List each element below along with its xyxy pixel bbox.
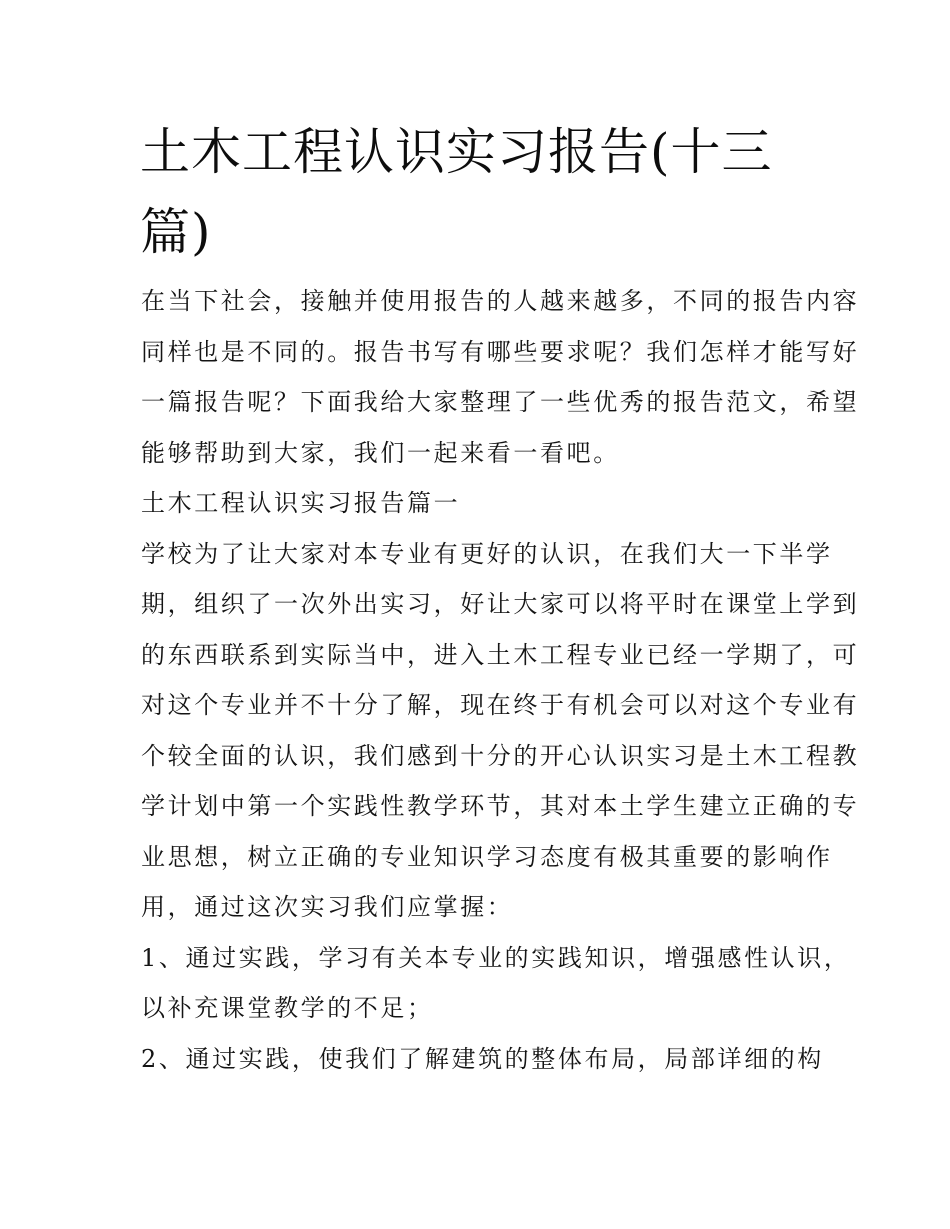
- body-paragraph-line: 期，组织了一次外出实习，好让大家可以将平时在课堂上学到: [141, 590, 860, 618]
- title-line: 土木工程认识实习报告(十三: [140, 123, 773, 181]
- body-paragraph-line: 学校为了让大家对本专业有更好的认识，在我们大一下半学: [141, 539, 833, 568]
- body-paragraph-line: 学计划中第一个实践性教学环节，其对本土学生建立正确的专: [141, 792, 860, 820]
- body-paragraph-line: 业思想，树立正确的专业知识学习态度有极其重要的影响作: [141, 842, 833, 871]
- body-paragraph-line: 的东西联系到实际当中，进入土木工程专业已经一学期了，可: [141, 640, 860, 669]
- body-paragraph-line: 用，通过这次实习我们应掌握：: [141, 893, 514, 921]
- intro-paragraph-line: 同样也是不同的。报告书写有哪些要求呢？我们怎样才能写好: [141, 337, 860, 366]
- list-item-2-line: 2、通过实践，使我们了解建筑的整体布局，局部详细的构: [141, 1044, 824, 1073]
- intro-paragraph-line: 能够帮助到大家，我们一起来看一看吧。: [141, 438, 620, 467]
- document-body: [141, 282, 860, 1090]
- title-line: 篇): [140, 203, 212, 261]
- intro-paragraph-line: 在当下社会，接触并使用报告的人越来越多，不同的报告内容: [141, 287, 860, 315]
- intro-paragraph-line: 一篇报告呢？下面我给大家整理了一些优秀的报告范文，希望: [141, 388, 860, 416]
- document-title: [140, 112, 840, 272]
- list-item-1-line: 以补充课堂教学的不足；: [141, 994, 434, 1022]
- list-item-1-line: 1、通过实践，学习有关本专业的实践知识，增强感性认识，: [141, 943, 851, 972]
- body-paragraph-line: 对这个专业并不十分了解，现在终于有机会可以对这个专业有: [141, 691, 860, 719]
- section-heading: 土木工程认识实习报告篇一: [141, 489, 461, 517]
- body-paragraph-line: 个较全面的认识，我们感到十分的开心认识实习是土木工程教: [141, 741, 860, 770]
